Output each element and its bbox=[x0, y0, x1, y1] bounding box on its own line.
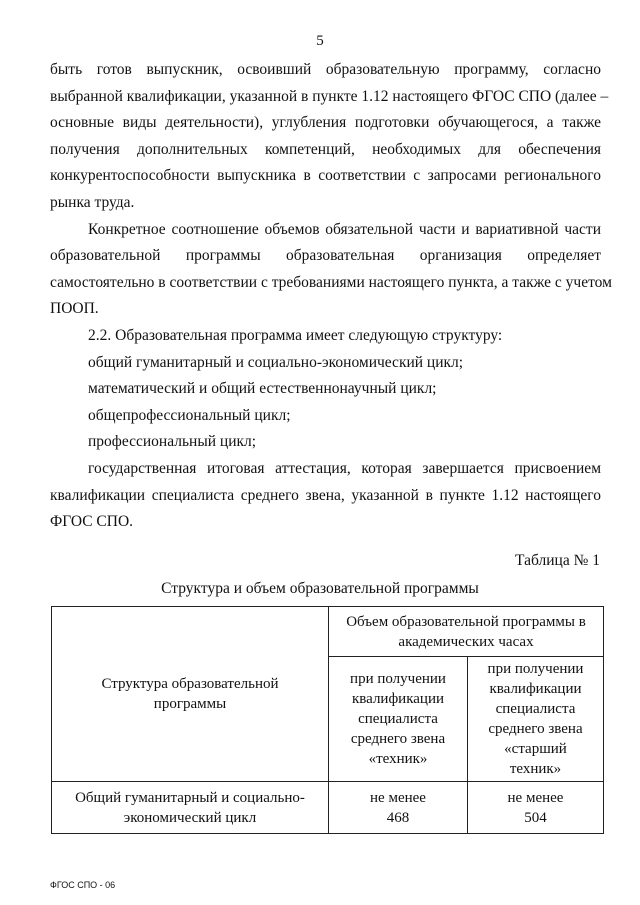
text-line: образовательной программы образовательная организация определяет bbox=[50, 247, 601, 265]
table-row bbox=[52, 782, 604, 834]
header-senior-technician: при получении квалификации специалиста среднего звена «старший техник» bbox=[468, 657, 604, 782]
text-line: ПООП. bbox=[50, 300, 99, 318]
list-item: государственная итоговая аттестация, которая завершается присвоением bbox=[88, 459, 601, 477]
text-line: Конкретное соотношение объемов обязательной части и вариативной части bbox=[88, 220, 601, 238]
text-line: конкурентоспособности выпускника в соответствии с запросами регионального bbox=[50, 167, 601, 185]
table-title: Структура и объем образовательной программы bbox=[161, 580, 479, 597]
row-technician-hours: не менее 468 bbox=[329, 782, 468, 834]
text-line: самостоятельно в соответствии с требованиями настоящего пункта, а также с учетом bbox=[50, 273, 612, 291]
document-body bbox=[50, 57, 612, 536]
row-senior-technician-hours: не менее 504 bbox=[468, 782, 604, 834]
text-line: выбранной квалификации, указанной в пункте 1.12 настоящего ФГОС СПО (далее – bbox=[50, 87, 609, 105]
header-volume: Объем образовательной программы в академических часах bbox=[329, 607, 604, 657]
text-line: основные виды деятельности), углубления подготовки обучающегося, а также bbox=[50, 114, 601, 132]
header-structure: Структура образовательной программы bbox=[52, 607, 329, 782]
table-label: Таблица № 1 bbox=[515, 552, 600, 569]
text-line: рынка труда. bbox=[50, 193, 135, 211]
text-line: квалификации специалиста среднего звена, указанной в пункте 1.12 настоящего bbox=[50, 486, 601, 504]
list-item: общий гуманитарный и социально-экономический цикл; bbox=[88, 353, 464, 371]
text-line: быть готов выпускник, освоивший образовательную программу, согласно bbox=[50, 61, 601, 78]
list-item: математический и общий естественнонаучный цикл; bbox=[88, 380, 437, 398]
row-name: Общий гуманитарный и социально-экономический цикл bbox=[52, 782, 329, 834]
text-line: 2.2. Образовательная программа имеет следующую структуру: bbox=[88, 326, 503, 344]
list-item: общепрофессиональный цикл; bbox=[88, 406, 291, 424]
structure-table bbox=[51, 606, 604, 834]
header-technician: при получении квалификации специалиста среднего звена «техник» bbox=[329, 657, 468, 782]
table-header-row bbox=[52, 607, 604, 657]
list-item: профессиональный цикл; bbox=[88, 433, 257, 451]
page-number: 5 bbox=[316, 33, 324, 49]
footer-code: ФГОС СПО - 06 bbox=[50, 880, 116, 890]
text-line: получения дополнительных компетенций, необходимых для обеспечения bbox=[50, 140, 601, 158]
text-line: ФГОС СПО. bbox=[50, 513, 134, 531]
